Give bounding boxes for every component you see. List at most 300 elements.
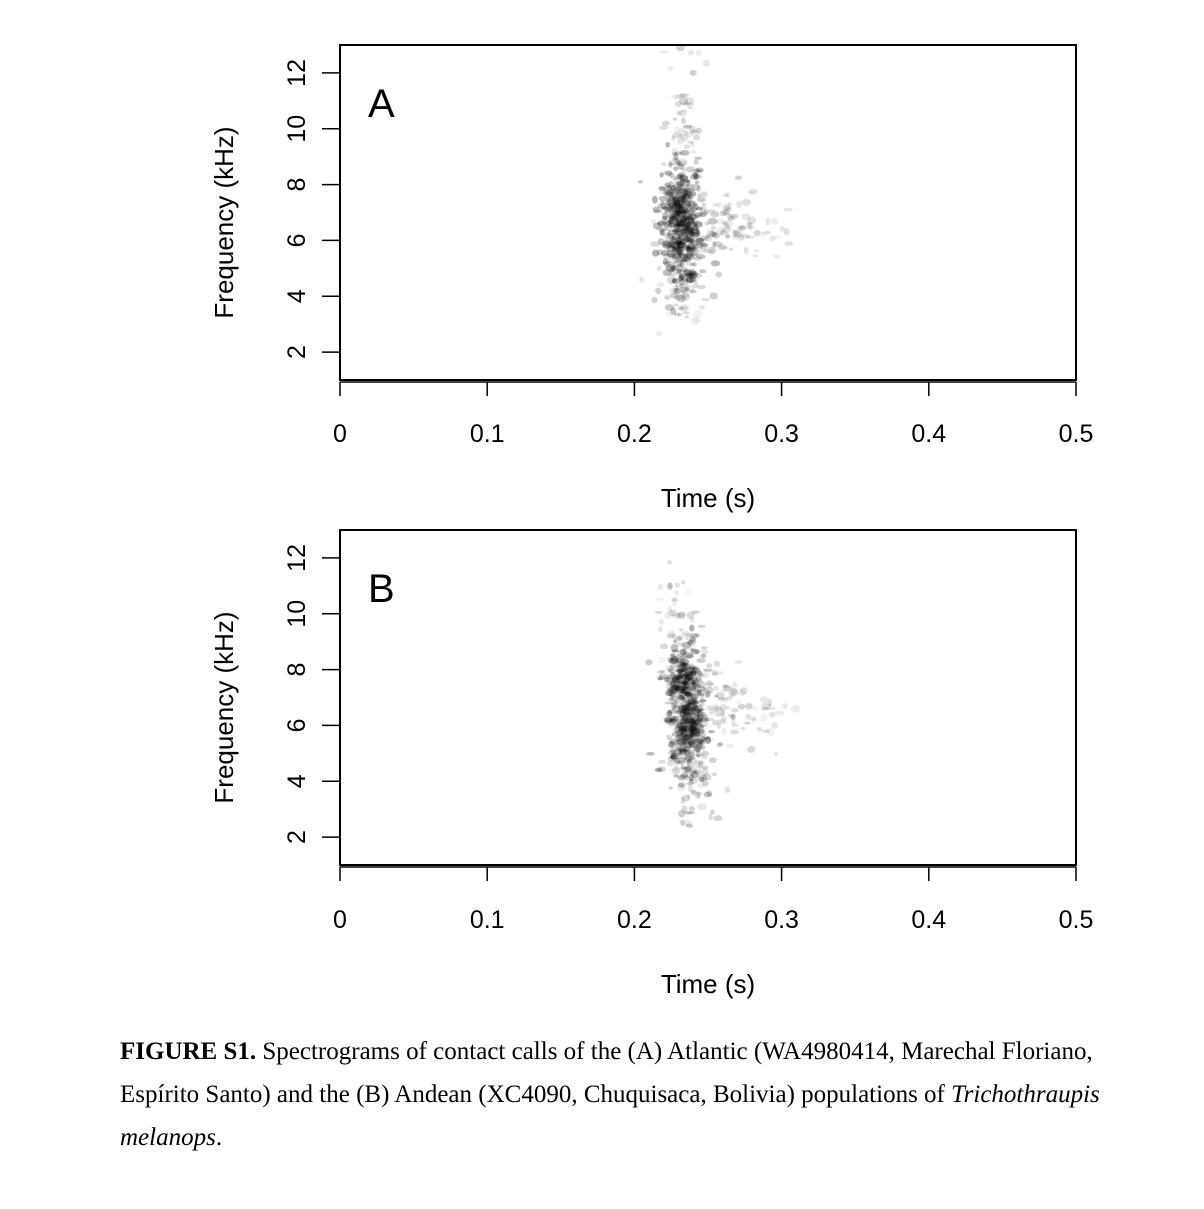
spectrogram-panel-a: [209, 45, 1093, 514]
call-energy-mark: [684, 733, 691, 739]
call-energy-mark: [680, 251, 685, 255]
call-energy-mark: [677, 162, 686, 166]
call-energy-mark: [682, 775, 689, 778]
call-energy-mark: [689, 70, 697, 76]
call-energy-mark: [687, 141, 694, 144]
call-energy-mark: [690, 778, 698, 784]
call-energy-mark: [679, 240, 688, 244]
call-energy-mark: [679, 278, 684, 285]
call-energy-mark: [718, 244, 728, 249]
call-energy-mark: [728, 688, 737, 694]
call-energy-mark: [673, 304, 679, 307]
call-energy-mark: [701, 298, 709, 301]
call-energy-mark: [736, 700, 741, 705]
call-energy-mark: [784, 241, 793, 246]
call-energy-mark: [675, 151, 681, 155]
call-energy-mark: [689, 625, 694, 632]
caption-species: Trichothraupis melanops: [120, 1081, 1100, 1151]
call-energy-mark: [713, 686, 719, 692]
call-energy-mark: [685, 315, 689, 318]
call-energy-mark: [674, 175, 684, 179]
call-energy-mark: [687, 246, 696, 249]
y-tick-label: 2: [283, 345, 311, 360]
call-energy-mark: [686, 589, 691, 594]
call-energy-mark: [748, 189, 757, 194]
call-energy-mark: [679, 762, 684, 766]
call-energy-mark: [673, 765, 679, 772]
call-energy-mark: [766, 217, 770, 225]
call-energy-mark: [766, 728, 774, 736]
call-energy-mark: [703, 773, 712, 780]
call-energy-mark: [676, 677, 683, 685]
call-energy-mark: [675, 101, 682, 107]
x-tick-label: 0: [333, 420, 347, 448]
call-energy-mark: [674, 590, 679, 596]
call-energy-mark: [712, 203, 719, 207]
call-energy-mark: [655, 331, 662, 336]
panel-label: A: [368, 82, 395, 126]
call-energy-mark: [736, 227, 742, 231]
call-energy-mark: [655, 611, 663, 614]
call-energy-mark: [660, 50, 669, 53]
call-energy-mark: [692, 709, 700, 714]
call-energy-mark: [651, 297, 657, 304]
call-energy-mark: [666, 196, 675, 203]
call-energy-mark: [721, 728, 726, 736]
call-energy-mark: [694, 214, 700, 218]
call-energy-mark: [720, 230, 724, 236]
call-energy-mark: [697, 198, 706, 202]
call-energy-mark: [673, 117, 677, 120]
call-energy-mark: [723, 685, 729, 692]
call-energy-mark: [688, 769, 696, 774]
call-energy-mark: [680, 289, 687, 292]
call-energy-mark: [741, 213, 751, 219]
call-energy-mark: [692, 610, 700, 614]
call-energy-mark: [672, 260, 682, 267]
call-energy-mark: [782, 703, 788, 709]
call-energy-mark: [681, 738, 690, 741]
call-energy-mark: [701, 649, 708, 654]
call-energy-mark: [665, 584, 673, 588]
call-energy-mark: [711, 248, 717, 254]
call-energy-mark: [668, 667, 674, 672]
call-energy-mark: [685, 633, 690, 640]
call-energy-mark: [695, 181, 700, 185]
y-tick-label: 4: [283, 289, 311, 304]
call-energy-mark: [671, 609, 678, 616]
call-energy-mark: [700, 737, 707, 741]
call-energy-mark: [708, 738, 714, 742]
spectrogram-call-a: [638, 45, 794, 336]
call-energy-mark: [677, 181, 683, 187]
call-energy-mark: [711, 260, 720, 266]
call-energy-mark: [688, 50, 694, 56]
call-energy-mark: [742, 199, 752, 206]
call-energy-mark: [679, 628, 683, 631]
call-energy-mark: [695, 679, 703, 683]
call-energy-mark: [670, 748, 676, 753]
call-energy-mark: [660, 670, 665, 674]
call-energy-mark: [658, 626, 662, 632]
call-energy-mark: [664, 225, 669, 231]
call-energy-mark: [716, 692, 725, 699]
y-tick-label: 8: [283, 662, 311, 677]
call-energy-mark: [712, 720, 718, 726]
call-energy-mark: [691, 170, 700, 173]
call-energy-mark: [674, 312, 681, 316]
call-energy-mark: [697, 803, 707, 810]
x-tick-label: 0: [333, 906, 347, 934]
call-energy-mark: [725, 787, 731, 794]
call-energy-mark: [672, 602, 678, 606]
call-energy-mark: [670, 691, 676, 698]
call-energy-mark: [682, 311, 690, 314]
caption-text-1: Spectrograms of contact calls of the (A) Atlantic (WA4980414, Marechal Floriano, Espírito Santo) and the (B) Andean (XC4090, Chuquisaca, Bolivia) populations of: [120, 1038, 1093, 1108]
call-energy-mark: [670, 738, 678, 745]
call-energy-mark: [696, 50, 702, 56]
call-energy-mark: [668, 755, 678, 762]
call-energy-mark: [713, 815, 723, 821]
call-energy-mark: [732, 682, 737, 688]
call-energy-mark: [702, 672, 710, 678]
call-energy-mark: [681, 267, 688, 273]
call-energy-mark: [701, 751, 709, 757]
call-energy-mark: [681, 172, 686, 176]
call-energy-mark: [676, 267, 682, 274]
y-tick-label: 4: [283, 774, 311, 789]
call-energy-mark: [693, 310, 702, 318]
caption-text-2: .: [215, 1124, 223, 1151]
call-energy-mark: [715, 272, 722, 278]
call-energy-mark: [741, 234, 751, 239]
call-energy-mark: [674, 656, 679, 664]
call-energy-mark: [676, 723, 684, 728]
y-axis-label: Frequency (kHz): [209, 611, 239, 804]
call-energy-mark: [677, 784, 685, 791]
call-energy-mark: [681, 117, 686, 124]
call-energy-mark: [688, 752, 693, 755]
call-energy-mark: [744, 247, 749, 254]
call-energy-mark: [660, 644, 669, 650]
call-energy-mark: [732, 724, 739, 728]
call-energy-mark: [760, 696, 769, 703]
y-tick-label: 12: [283, 544, 311, 572]
call-energy-mark: [661, 252, 665, 258]
call-energy-mark: [675, 582, 680, 587]
call-energy-mark: [671, 598, 677, 603]
call-energy-mark: [668, 659, 675, 664]
call-energy-mark: [706, 790, 712, 796]
call-energy-mark: [681, 260, 688, 266]
call-energy-mark: [774, 751, 778, 756]
call-energy-mark: [670, 654, 679, 657]
y-tick-label: 10: [283, 114, 311, 143]
call-energy-mark: [691, 671, 697, 674]
call-energy-mark: [653, 210, 662, 214]
call-energy-mark: [678, 692, 687, 697]
call-energy-mark: [652, 250, 659, 257]
call-energy-mark: [694, 157, 702, 160]
call-energy-mark: [681, 580, 685, 584]
x-tick-label: 0.3: [764, 906, 799, 934]
y-tick-label: 6: [283, 718, 311, 733]
call-energy-mark: [690, 758, 697, 765]
y-axis-label: Frequency (kHz): [209, 126, 239, 319]
call-energy-mark: [689, 261, 696, 264]
call-energy-mark: [668, 786, 673, 789]
call-energy-mark: [761, 232, 766, 238]
call-energy-mark: [769, 712, 776, 718]
call-energy-mark: [702, 766, 708, 770]
y-tick-label: 10: [283, 599, 311, 628]
call-energy-mark: [730, 714, 736, 721]
call-energy-mark: [698, 250, 704, 255]
call-energy-mark: [698, 761, 703, 769]
call-energy-mark: [746, 714, 751, 720]
x-tick-label: 0.4: [911, 906, 947, 934]
call-energy-mark: [686, 251, 693, 259]
x-axis-label: Time (s): [660, 969, 756, 999]
call-energy-mark: [729, 248, 734, 251]
call-energy-mark: [696, 658, 705, 663]
x-tick-label: 0.1: [469, 906, 505, 934]
call-energy-mark: [722, 206, 730, 211]
call-energy-mark: [710, 211, 719, 217]
call-energy-mark: [683, 176, 692, 182]
call-energy-mark: [703, 669, 713, 672]
call-energy-mark: [659, 228, 664, 235]
call-energy-mark: [718, 742, 723, 746]
call-energy-mark: [674, 195, 680, 200]
call-energy-mark: [757, 727, 762, 731]
call-energy-mark: [659, 187, 667, 195]
call-energy-mark: [673, 672, 677, 678]
call-energy-mark: [695, 724, 703, 730]
call-energy-mark: [655, 288, 661, 294]
spectrogram-call-b: [645, 560, 800, 828]
call-energy-mark: [698, 625, 706, 629]
call-energy-mark: [762, 713, 769, 718]
call-energy-mark: [769, 235, 776, 241]
call-energy-mark: [656, 598, 664, 601]
call-energy-mark: [661, 162, 667, 166]
call-energy-mark: [683, 213, 692, 221]
call-energy-mark: [677, 612, 685, 618]
call-energy-mark: [791, 705, 801, 713]
call-energy-mark: [694, 160, 699, 165]
call-energy-mark: [674, 295, 684, 301]
call-energy-mark: [681, 94, 685, 98]
call-energy-mark: [668, 630, 676, 637]
y-tick-label: 2: [283, 830, 311, 845]
call-energy-mark: [711, 226, 716, 230]
caption-label: FIGURE S1.: [120, 1038, 257, 1065]
call-energy-mark: [711, 232, 717, 236]
call-energy-mark: [688, 285, 695, 292]
call-energy-mark: [775, 711, 785, 716]
call-energy-mark: [740, 727, 746, 730]
call-energy-mark: [681, 198, 686, 205]
call-energy-mark: [665, 262, 671, 268]
y-tick-label: 12: [283, 59, 311, 87]
call-energy-mark: [682, 715, 692, 720]
call-energy-mark: [753, 230, 761, 237]
call-energy-mark: [667, 276, 676, 284]
call-energy-mark: [725, 192, 730, 198]
call-energy-mark: [659, 619, 664, 625]
call-energy-mark: [639, 277, 644, 283]
call-energy-mark: [685, 98, 694, 105]
call-energy-mark: [683, 758, 690, 764]
call-energy-mark: [752, 254, 758, 257]
call-energy-mark: [725, 706, 731, 710]
call-energy-mark: [700, 191, 707, 198]
call-energy-mark: [657, 265, 662, 271]
call-energy-mark: [730, 730, 740, 735]
call-energy-mark: [701, 756, 708, 759]
call-energy-mark: [670, 188, 676, 194]
call-energy-mark: [738, 704, 746, 709]
call-energy-mark: [704, 222, 709, 226]
call-energy-mark: [712, 672, 718, 676]
call-energy-mark: [683, 664, 691, 670]
call-energy-mark: [689, 127, 696, 135]
call-energy-mark: [699, 305, 705, 310]
call-energy-mark: [679, 635, 685, 641]
call-energy-mark: [684, 811, 691, 815]
call-energy-mark: [735, 176, 742, 181]
call-energy-mark: [709, 292, 717, 299]
call-energy-mark: [773, 254, 781, 258]
x-tick-label: 0.2: [617, 906, 652, 934]
call-energy-mark: [669, 181, 673, 184]
call-energy-mark: [696, 702, 705, 707]
call-energy-mark: [695, 229, 700, 235]
call-energy-mark: [695, 792, 703, 796]
call-energy-mark: [708, 730, 715, 733]
x-tick-label: 0.5: [1058, 906, 1094, 934]
call-energy-mark: [705, 680, 713, 688]
figure-caption: [120, 1030, 1135, 1159]
call-energy-mark: [684, 144, 691, 149]
call-energy-mark: [751, 717, 757, 722]
call-energy-mark: [693, 134, 700, 140]
call-energy-mark: [679, 110, 687, 117]
x-tick-label: 0.3: [764, 420, 799, 448]
call-energy-mark: [744, 722, 750, 725]
call-energy-mark: [664, 244, 670, 248]
call-energy-mark: [657, 221, 666, 225]
call-energy-mark: [692, 764, 697, 771]
call-energy-mark: [692, 317, 700, 324]
call-energy-mark: [684, 767, 689, 774]
call-energy-mark: [677, 137, 685, 145]
call-energy-mark: [672, 255, 682, 261]
call-energy-mark: [784, 228, 790, 235]
call-energy-mark: [695, 238, 703, 245]
call-energy-mark: [658, 675, 662, 681]
call-energy-mark: [667, 205, 673, 211]
call-energy-mark: [749, 222, 753, 230]
call-energy-mark: [687, 694, 693, 698]
call-energy-mark: [770, 707, 776, 710]
call-energy-mark: [718, 671, 724, 675]
call-energy-mark: [659, 125, 668, 130]
call-energy-mark: [666, 311, 673, 317]
call-energy-mark: [679, 235, 685, 239]
call-energy-mark: [685, 273, 689, 278]
call-energy-mark: [650, 241, 660, 247]
call-energy-mark: [668, 161, 672, 167]
call-energy-mark: [675, 729, 685, 736]
spectrogram-panel-b: [209, 530, 1093, 999]
call-energy-mark: [692, 729, 700, 736]
call-energy-mark: [658, 657, 665, 664]
call-energy-mark: [745, 703, 753, 710]
call-energy-mark: [687, 182, 692, 188]
call-energy-mark: [713, 705, 719, 709]
call-energy-mark: [667, 560, 672, 565]
call-energy-mark: [663, 170, 667, 176]
call-energy-mark: [664, 295, 670, 300]
call-energy-mark: [697, 783, 705, 789]
call-energy-mark: [690, 617, 695, 622]
call-energy-mark: [681, 225, 688, 231]
call-energy-mark: [737, 689, 746, 696]
call-energy-mark: [666, 142, 670, 148]
call-energy-mark: [650, 219, 656, 224]
call-energy-mark: [678, 747, 685, 753]
call-energy-mark: [678, 650, 685, 655]
call-energy-mark: [638, 180, 643, 184]
call-energy-mark: [714, 661, 720, 667]
x-tick-label: 0.2: [617, 420, 652, 448]
call-energy-mark: [667, 66, 673, 71]
call-energy-mark: [783, 208, 793, 212]
call-energy-mark: [682, 795, 690, 802]
call-energy-mark: [691, 191, 696, 196]
call-energy-mark: [695, 745, 702, 752]
call-energy-mark: [659, 760, 666, 764]
call-energy-mark: [657, 766, 665, 771]
call-energy-mark: [689, 277, 694, 284]
call-energy-mark: [689, 806, 695, 811]
call-energy-mark: [676, 227, 680, 235]
call-energy-mark: [734, 660, 742, 663]
call-energy-mark: [657, 282, 665, 287]
x-tick-label: 0.1: [469, 420, 505, 448]
call-energy-mark: [725, 224, 729, 230]
y-tick-label: 6: [283, 233, 311, 248]
call-energy-mark: [712, 772, 717, 776]
call-energy-mark: [701, 646, 708, 649]
call-energy-mark: [662, 121, 670, 126]
call-energy-mark: [645, 659, 652, 665]
call-energy-mark: [692, 697, 696, 705]
call-energy-mark: [676, 642, 683, 647]
call-energy-mark: [706, 687, 713, 694]
call-energy-mark: [770, 218, 778, 224]
call-energy-mark: [693, 222, 701, 225]
call-energy-mark: [736, 201, 742, 209]
call-energy-mark: [670, 686, 674, 692]
call-energy-mark: [694, 633, 700, 636]
x-tick-label: 0.5: [1058, 420, 1094, 448]
call-energy-mark: [701, 654, 705, 659]
call-energy-mark: [702, 60, 710, 67]
call-energy-mark: [646, 752, 654, 756]
